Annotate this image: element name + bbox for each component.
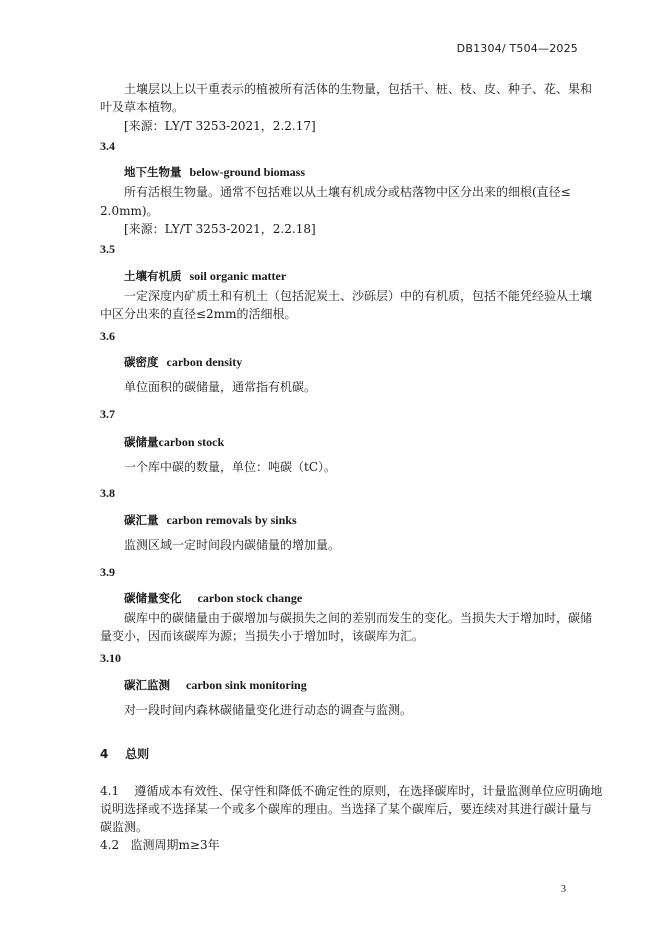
term-3-4-zh: 地下生物量: [124, 165, 182, 179]
clause-4-2: [100, 836, 220, 854]
term-3-8-en: carbon removals by sinks: [166, 513, 297, 527]
term-3-5: [124, 268, 286, 284]
term-3-9: [124, 590, 302, 606]
term-3-10-en: carbon sink monitoring: [186, 678, 307, 692]
term-3-8: [124, 512, 297, 528]
term-3-5-zh: 土壤有机质: [124, 269, 182, 283]
section-number-3-6: 3.6: [100, 329, 115, 343]
page-number: 3: [561, 884, 566, 895]
term-3-7-en: carbon stock: [158, 435, 225, 449]
section-number-3-9: 3.9: [100, 565, 115, 579]
term-3-7: [124, 434, 224, 450]
section-number-3-8: 3.8: [100, 486, 115, 500]
definition-3-7-line-1: 一个库中碳的数量，单位：吨碳（tC）。: [124, 460, 337, 474]
definition-3-5-line-2: 中区分出来的直径≤2mm的活细根。: [100, 307, 297, 321]
term-3-4: [124, 164, 305, 180]
section-number-3-5: 3.5: [100, 242, 115, 256]
header-rule: [100, 60, 580, 61]
definition-3-4-line-2: 2.0mm)。: [100, 204, 159, 218]
term-3-6-zh: 碳密度: [124, 355, 159, 369]
section-number-3-7: 3.7: [100, 407, 115, 421]
definition-3-5-line-1: 一定深度内矿质土和有机土（包括泥炭土、沙砾层）中的有机质，包括不能凭经验从土壤: [124, 289, 593, 303]
clause-4-2-text: 监测周期m≥3年: [130, 838, 220, 852]
definition-3-6-line-1: 单位面积的碳储量，通常指有机碳。: [124, 380, 317, 394]
definition-3-10-line-1: 对一段时间内森林碳储量变化进行动态的调查与监测。: [124, 703, 413, 717]
term-3-6: [124, 354, 242, 370]
intro-line-2: 叶及草本植物。: [100, 100, 185, 114]
clause-4-1-number: 4.1: [100, 784, 120, 798]
term-3-7-zh: 碳储量: [124, 435, 159, 449]
term-3-10: [124, 677, 307, 693]
clause-4-2-number: 4.2: [100, 838, 120, 852]
term-3-9-zh: 碳储量变化: [124, 591, 182, 605]
clause-4-1-line-1: [100, 782, 602, 800]
clause-4-1-text-1: 遵循成本有效性、保守性和降低不确定性的原则，在选择碳库时，计量监测单位应明确地: [134, 784, 603, 798]
intro-line-1: 土壤层以上以干重表示的植被所有活体的生物量，包括干、桩、枝、皮、种子、花、果和: [124, 82, 593, 96]
definition-3-9-line-2: 量变小，因而该碳库为源；当损失小于增加时，该碳库为汇。: [100, 629, 425, 643]
term-3-8-zh: 碳汇量: [124, 513, 159, 527]
term-3-6-en: carbon density: [166, 355, 243, 369]
definition-3-4-line-1: 所有活根生物量。通常不包括难以从土壤有机成分或枯落物中区分出来的细根(直径≤: [124, 185, 571, 199]
source-3-4: [来源：LY/T 3253-2021，2.2.18]: [124, 222, 316, 236]
chapter-4-title: 总则: [125, 747, 150, 761]
clause-4-1-line-2: 说明选择或不选择某一个或多个碳库的理由。当选择了某个碳库后，要连续对其进行碳计量与: [100, 802, 593, 816]
chapter-4-heading: [100, 745, 149, 762]
term-3-5-en: soil organic matter: [189, 269, 287, 283]
section-number-3-4: 3.4: [100, 139, 115, 153]
definition-3-8-line-1: 监测区域一定时间段内碳储量的增加量。: [124, 538, 341, 552]
term-3-4-en: below-ground biomass: [189, 165, 305, 179]
intro-source: [来源：LY/T 3253-2021，2.2.17]: [124, 119, 316, 133]
chapter-4-number: 4: [100, 747, 109, 761]
clause-4-1-line-3: 碳监测。: [100, 820, 149, 834]
term-3-10-zh: 碳汇监测: [124, 678, 170, 692]
section-number-3-10: 3.10: [100, 651, 121, 665]
standard-code: DB1304/ T504—2025: [456, 42, 578, 55]
term-3-9-en: carbon stock change: [197, 591, 303, 605]
definition-3-9-line-1: 碳库中的碳储量由于碳增加与碳损失之间的差别而发生的变化。当损失大于增加时，碳储: [124, 611, 593, 625]
